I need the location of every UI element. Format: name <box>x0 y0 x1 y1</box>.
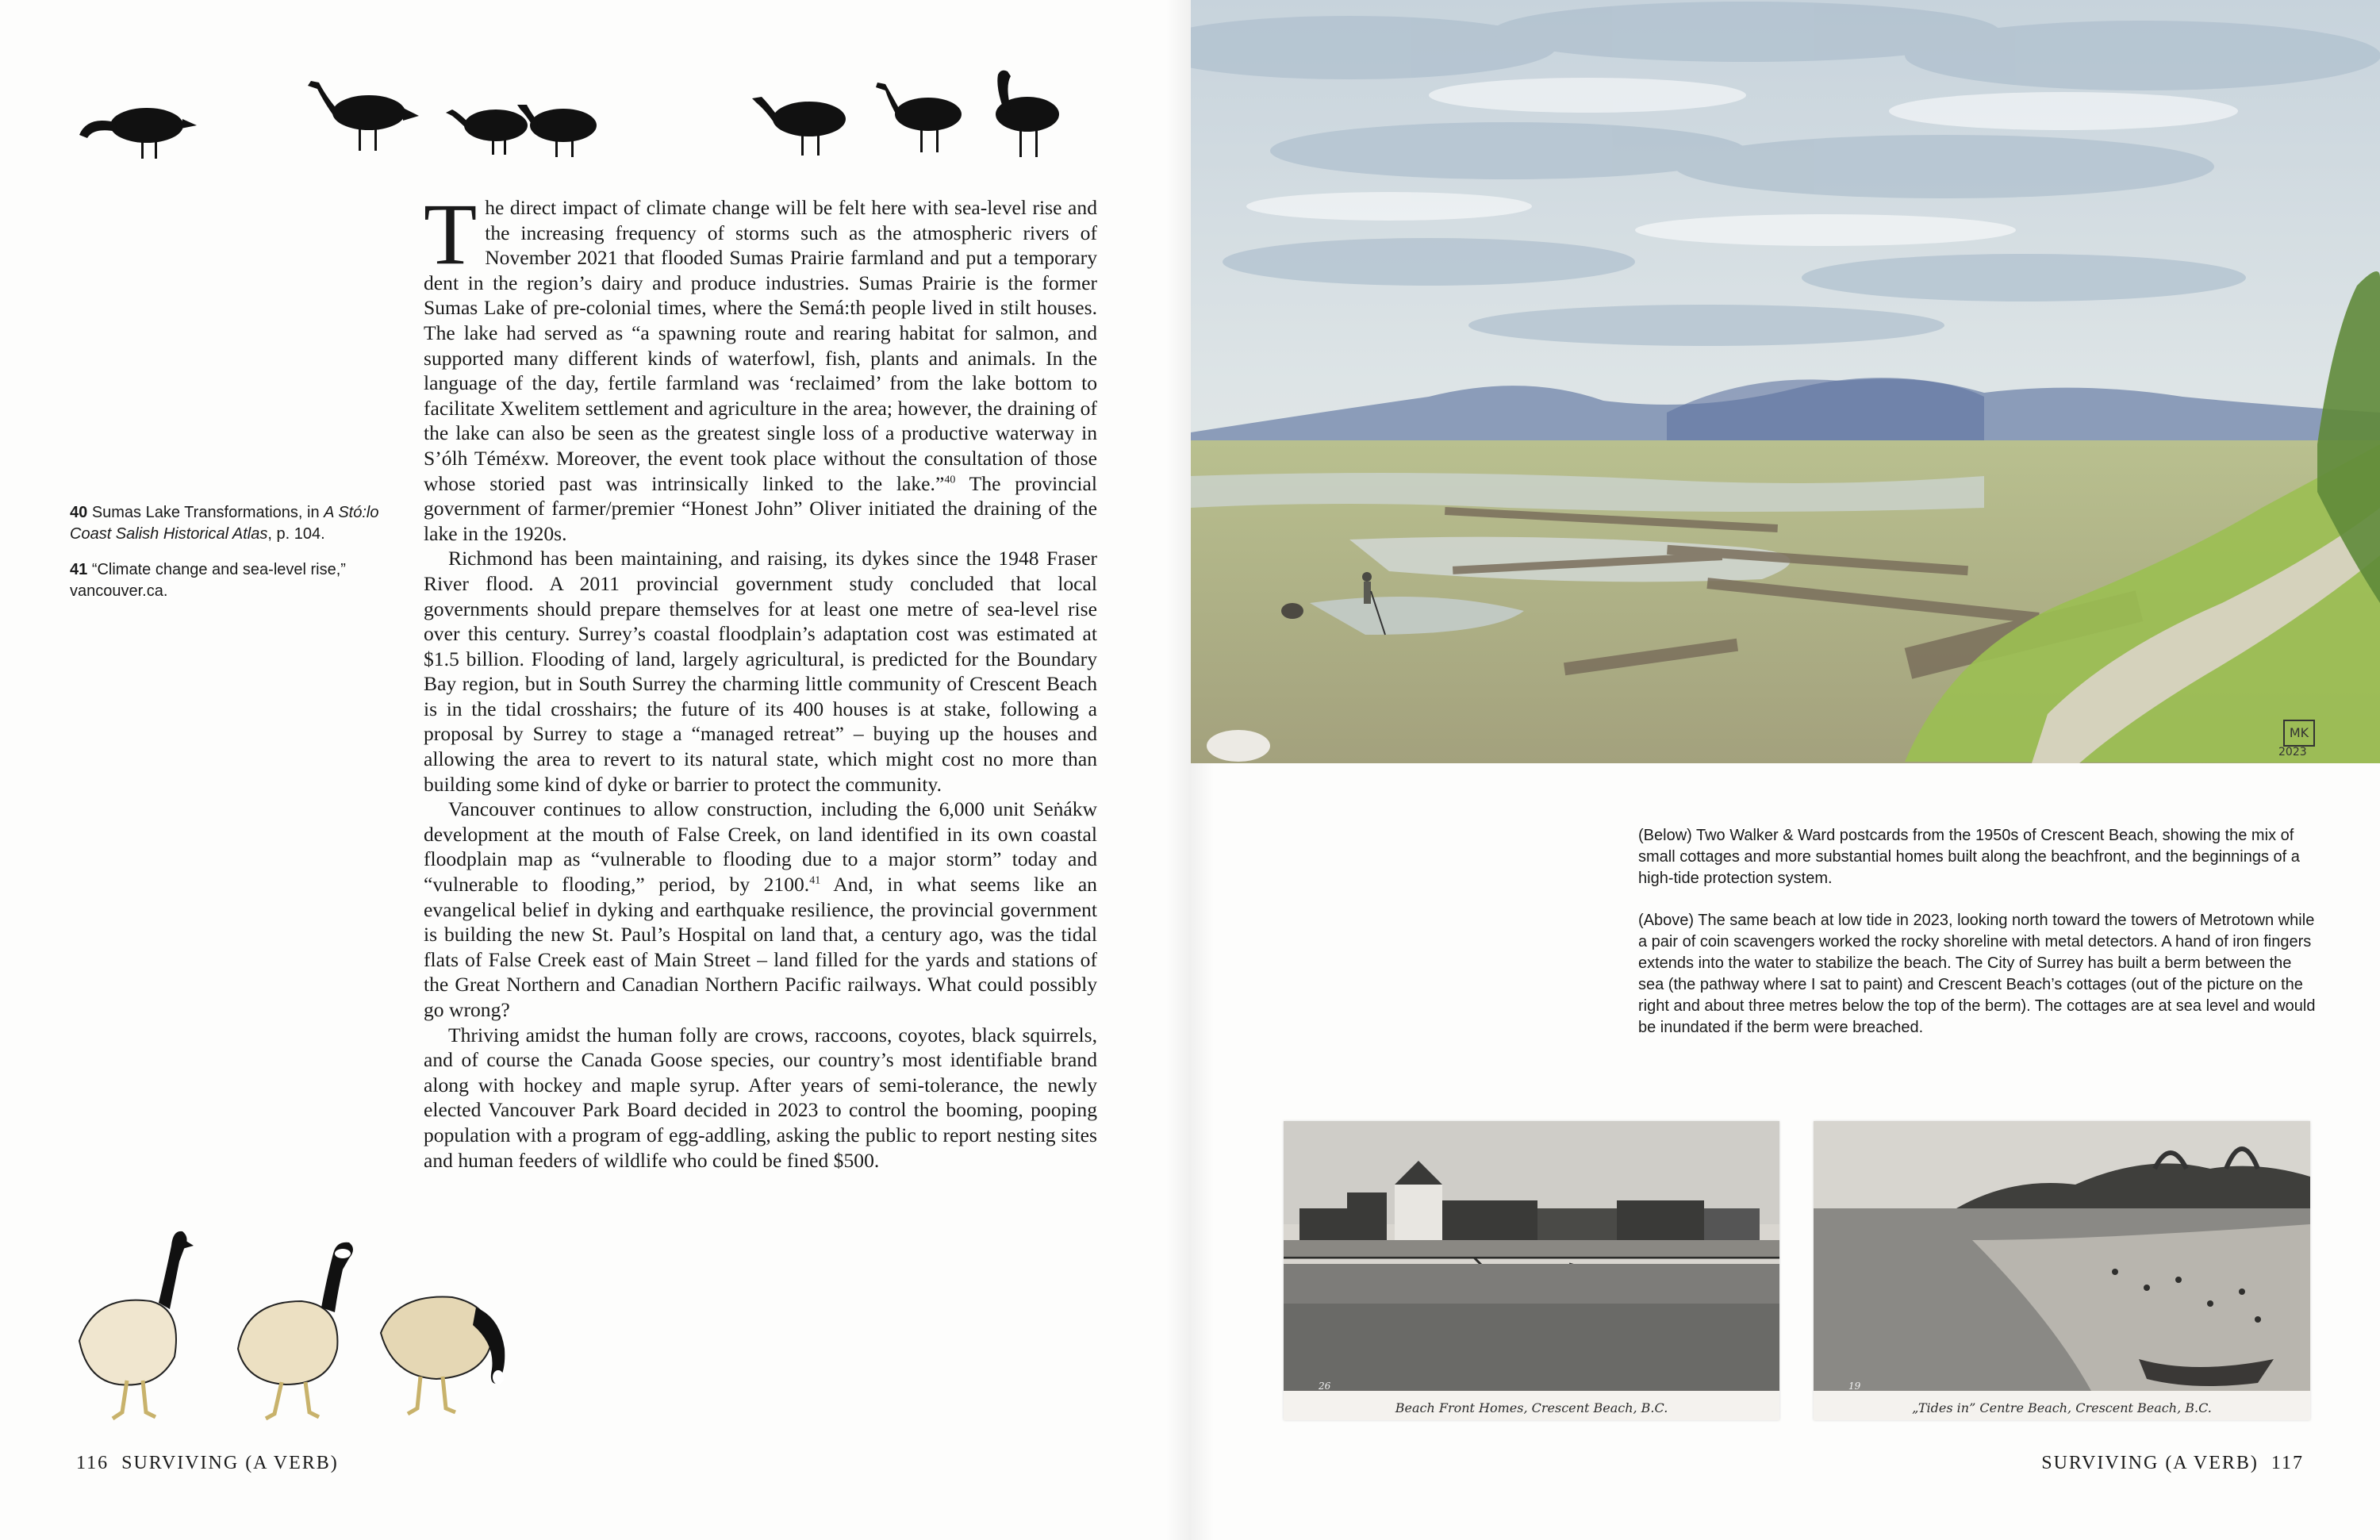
postcard-1-photo <box>1284 1121 1779 1391</box>
postcard-beach-front-homes <box>1284 1121 1779 1420</box>
geese-illustration-bottom <box>63 1214 555 1428</box>
footnote-40: 40 Sumas Lake Transformations, in A Stó:lo Coast Salish Historical Atlas, p. 104. <box>70 504 379 543</box>
footnotes <box>70 502 403 616</box>
drop-cap: T <box>424 186 478 282</box>
goose-walking-2 <box>308 81 419 151</box>
paragraph-3: Vancouver continues to allow construction, including the 6,000 unit Seṅákw development at the mouth of False Creek, on land identified in its own coastal floodplain map as “vulnerable to flooding due to a major storm” today and “vulnerable to flooding,” period, by 2100.41 And, in what seems like an evangelical belief in dyking and earthquake resilience, the provincial government is building the new St. Paul’s Hospital on land that, a century ago, was the tidal flats of False Creek east of Main Street – land filled for the yards and stations of the Great Northern and Canadian Northern Pacific railways. What could possibly go wrong? <box>424 797 1097 1021</box>
folio-left: 116 SURVIVING (A VERB) <box>76 1453 339 1473</box>
postcard-2-photo <box>1814 1121 2310 1391</box>
caption-above: (Above) The same beach at low tide in 2023, looking north toward the towers of Metrotown while a pair of coin scavengers worked the rocky shoreline with metal detectors. A hand of iron fingers extends into the water to stabilize the beach. The City of Surrey has built a berm between the sea (the pathway where I sat to paint) and Crescent Beach’s cottages (out of the picture on the right and about three metres below the top of the berm). The cottages are at sea level and would be inundated if the berm were breached. <box>1638 912 2316 1036</box>
postcard-2-caption: „Tides in” Centre Beach, Crescent Beach, B.C. <box>1912 1400 2212 1415</box>
postcard-2-number: 19 <box>1848 1381 1861 1392</box>
artist-monogram: MK <box>2283 720 2315 747</box>
goose-walking-5 <box>876 83 962 152</box>
goose-standing-6 <box>996 71 1059 157</box>
canada-goose-3 <box>381 1297 505 1414</box>
goose-grazing-1 <box>79 108 197 159</box>
goose-walking-4 <box>752 97 846 156</box>
paragraph-1: The direct impact of climate change will be felt here with sea-level rise and the increasing frequency of storms such as the atmospheric rivers of November 2021 that flooded Sumas Prairie farmland and put a temporary dent in the region’s dairy and produce industries. Sumas Prairie is the former Sumas Lake of pre-colonial times, where the Semá:th people lived in stilt houses. The lake had served as “a spawning route and rearing habitat for salmon, and supported many different kinds of waterfowl, fish, plants and animals. In the language of the day, fertile farmland was ‘reclaimed’ from the lake bottom to facilitate Xwelitem settlement and agriculture in the area; however, the draining of the lake can also be seen as the greatest single loss of a productive waterway in S’ólh Téméxw. Moreover, the event took place without the consultation of those whose storied past was intrinsically linked to the lake.”$^{40}$ The provincial government of farmer/premier “Honest John” Oliver initiated the draining of the lake in the 1920s. <box>424 186 1098 545</box>
canada-goose-2 <box>238 1242 353 1419</box>
folio-right: SURVIVING (A VERB) 117 <box>2041 1453 2304 1473</box>
goose-pair-3 <box>446 105 597 157</box>
postcard-tides-in <box>1814 1121 2310 1420</box>
postcard-1-caption: Beach Front Homes, Crescent Beach, B.C. <box>1395 1400 1668 1415</box>
image-captions <box>1638 825 2320 1059</box>
caption-below: (Below) Two Walker & Ward postcards from the 1950s of Crescent Beach, showing the mix of small cottages and more substantial homes built along the beachfront, and the beginnings of a high-tide protection system. <box>1638 827 2300 887</box>
artist-year: 2023 <box>2278 746 2307 758</box>
geese-illustration-top <box>63 63 1111 167</box>
paragraph-2: Richmond has been maintaining, and raising, its dykes since the 1948 Fraser River flood. A 2011 provincial government study concluded that local governments should prepare themselves for at least one metre of sea-level rise over this century. Surrey’s coastal floodplain’s adaptation cost was estimated at $1.5 billion. Flooding of land, largely agricultural, is predicted for the Boundary Bay region, but in South Surrey the charming little community of Crescent Beach is in the tidal crosshairs; the future of its 400 houses is at stake, following a proposal by Surrey to stage a “managed retreat” – buying up the houses and allowing the area to revert to its natural state, which might cost no more than building some kind of dyke or barrier to protect the community. <box>424 547 1097 796</box>
postcard-1-number: 26 <box>1319 1381 1331 1392</box>
paragraph-4: Thriving amidst the human folly are crows, raccoons, coyotes, black squirrels, and of course the Canada Goose species, our country’s most identifiable brand along with hockey and maple syrup. After years of semi-tolerance, the newly elected Vancouver Park Board decided in 2023 to control the booming, pooping population with a program of egg-addling, asking the public to report nesting sites and human feeders of wildlife who could be fined $500. <box>424 1023 1097 1172</box>
body-text <box>424 186 1098 1173</box>
canada-goose-1 <box>79 1231 194 1419</box>
watercolour-painting-crescent-beach <box>1191 0 2380 763</box>
footnote-41: 41 “Climate change and sea-level rise,” vancouver.ca. <box>70 561 346 600</box>
